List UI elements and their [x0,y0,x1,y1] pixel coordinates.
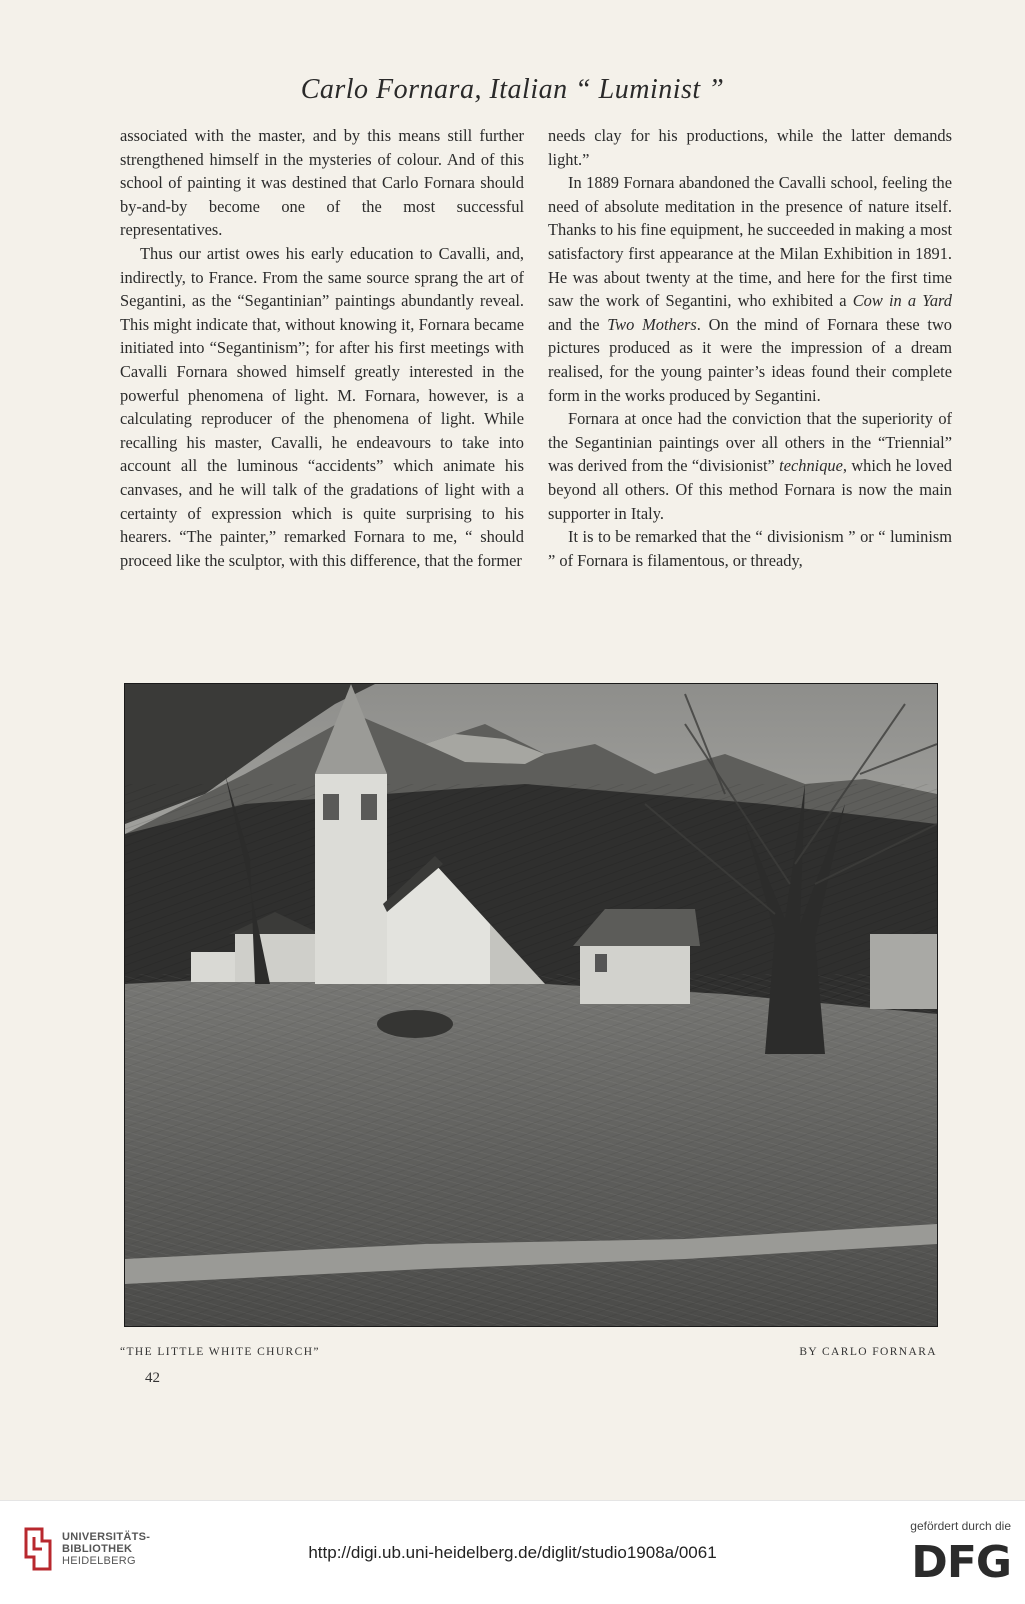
paragraph [548,171,952,407]
library-name: UNIVERSITÄTS- BIBLIOTHEK HEIDELBERG [62,1531,151,1567]
document-url-link[interactable]: http://digi.ub.uni-heidelberg.de/diglit/studio1908a/0061 [308,1543,717,1562]
paragraph-text: , which he loved beyond all others. Of this method Fornara is now the main supporter in Italy. [548,456,952,523]
artwork-title: Two Mothers [607,314,697,334]
painting-illustration [124,683,938,1327]
painting-image [125,684,937,1326]
figure-caption-artist: BY CARLO FORNARA [799,1346,937,1358]
artwork-title: Cow in a Yard [852,291,952,311]
paragraph-text: a [839,291,847,311]
left-column [120,124,524,572]
page-number: 42 [145,1370,160,1386]
italic-term: technique [779,456,843,476]
paragraph-text: . On the mind of Fornara these two pictures produced as it were the impression of a dream realised, for the young painter’s ideas found their complete form in the works produced by Segantini. [548,314,952,405]
dfg-logo: DFG [911,1537,1011,1588]
funding-note: gefördert durch die [910,1519,1011,1533]
paragraph: needs clay for his productions, while the latter demands light.” [548,126,952,169]
paragraph-text: In 1889 Fornara abandoned the Cavalli school, feeling the need of absolute meditation in the presence of nature itself. Thanks to his fine equipment, he succeeded in making a most satisfactory first appearance at the Milan Exhibition in 1891. He was about twenty at the time, and here for the first time saw the work of Segantini, who exhibited [548,173,952,311]
figure-caption-title: “THE LITTLE WHITE CHURCH” [120,1346,320,1358]
paragraph: associated with the master, and by this means still further strengthened himself in the mysteries of colour. And of this school of painting it was destined that Carlo Fornara should by-and-by become one of the most successful representatives. [120,126,524,240]
paragraph [548,407,952,525]
paragraph-text: and the [548,314,600,334]
paragraph: It is to be remarked that the “ divisionism ” or “ luminism ” of Fornara is filamentous, or thready, [548,527,952,570]
right-column [548,124,952,572]
paragraph: Thus our artist owes his early education to Cavalli, and, indirectly, to France. From the same source sprang the art of Segantini, as the “Segantinian” paintings abundantly reveal. This might indicate that, without knowing it, Fornara became initiated into “Segantinism”; for after his first meetings with Cavalli Fornara showed himself greatly interested in the powerful phenomena of light. M. Fornara, however, is a calculating reproducer of the phenomena of light. While recalling his master, Cavalli, he endeavours to take into account all the luminous “accidents” which animate his canvases, and he will talk of the gradations of light with a certainty of expression which is quite surprising to his hearers. “The painter,” remarked Fornara to me, “ should proceed like the sculptor, with this difference, that the former [120,243,524,570]
paragraph-text: Fornara at once had the conviction that the superiority of the Segantinian paintings over all others in the “Triennial” was derived from the “divisionist” [548,409,952,476]
running-head: Carlo Fornara, Italian “ Luminist ” [300,74,725,105]
footer-bar [0,1500,1025,1604]
